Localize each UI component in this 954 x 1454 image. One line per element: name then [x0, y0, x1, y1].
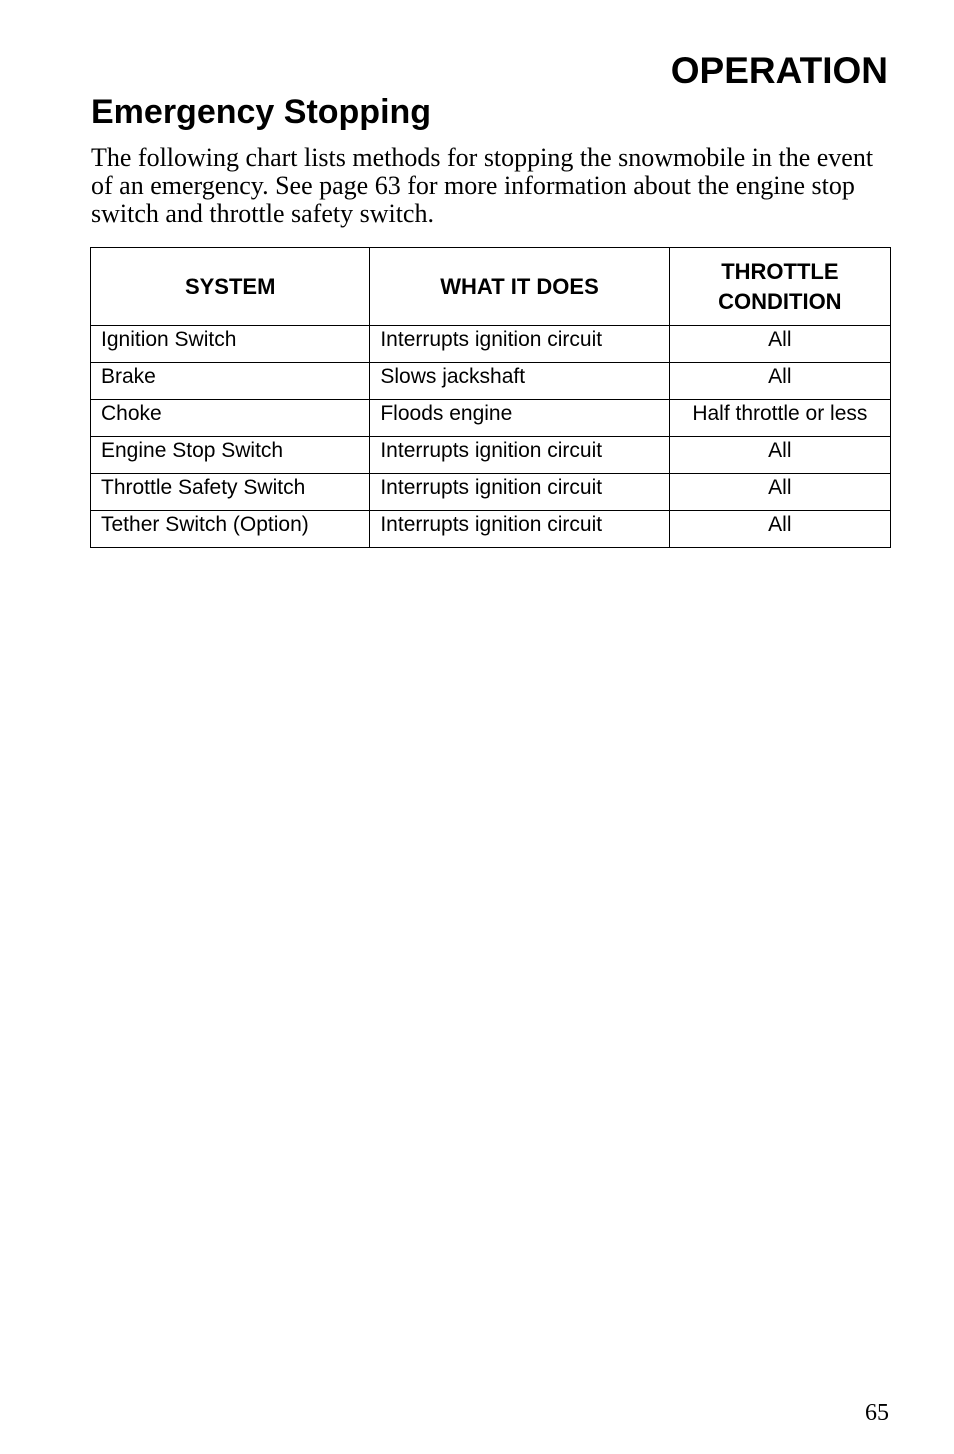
header-throttle-condition — [669, 248, 890, 326]
page-title: Emergency Stopping — [91, 93, 432, 131]
cell-condition: Half throttle or less — [669, 400, 890, 437]
section-header: OPERATION — [670, 50, 888, 91]
cell-condition: All — [669, 474, 890, 511]
page-number: 65 — [865, 1400, 889, 1426]
cell-action: Interrupts ignition circuit — [370, 437, 669, 474]
cell-system: Brake — [91, 363, 370, 400]
cell-system: Ignition Switch — [91, 326, 370, 363]
table-row — [91, 474, 891, 511]
cell-condition: All — [669, 437, 890, 474]
header-what-it-does: WHAT IT DOES — [370, 248, 669, 326]
cell-condition: All — [669, 511, 890, 548]
cell-system: Engine Stop Switch — [91, 437, 370, 474]
cell-system: Choke — [91, 400, 370, 437]
table-row — [91, 511, 891, 548]
header-system: SYSTEM — [91, 248, 370, 326]
intro-paragraph: The following chart lists methods for stopping the snowmobile in the event of an emergency. See page 63 for more information about the engine stop switch and throttle safety switch. — [91, 143, 874, 228]
table-header-row — [91, 248, 891, 326]
cell-action: Interrupts ignition circuit — [370, 474, 669, 511]
header-throttle-line1: THROTTLE — [721, 258, 839, 284]
cell-action: Slows jackshaft — [370, 363, 669, 400]
cell-action: Interrupts ignition circuit — [370, 511, 669, 548]
table-row — [91, 400, 891, 437]
emergency-stopping-table — [90, 247, 891, 548]
table-row — [91, 363, 891, 400]
cell-action: Floods engine — [370, 400, 669, 437]
cell-system: Throttle Safety Switch — [91, 474, 370, 511]
cell-action: Interrupts ignition circuit — [370, 326, 669, 363]
cell-condition: All — [669, 363, 890, 400]
table-row — [91, 437, 891, 474]
cell-system: Tether Switch (Option) — [91, 511, 370, 548]
table-row — [91, 326, 891, 363]
header-throttle-line2: CONDITION — [718, 288, 842, 314]
cell-condition: All — [669, 326, 890, 363]
